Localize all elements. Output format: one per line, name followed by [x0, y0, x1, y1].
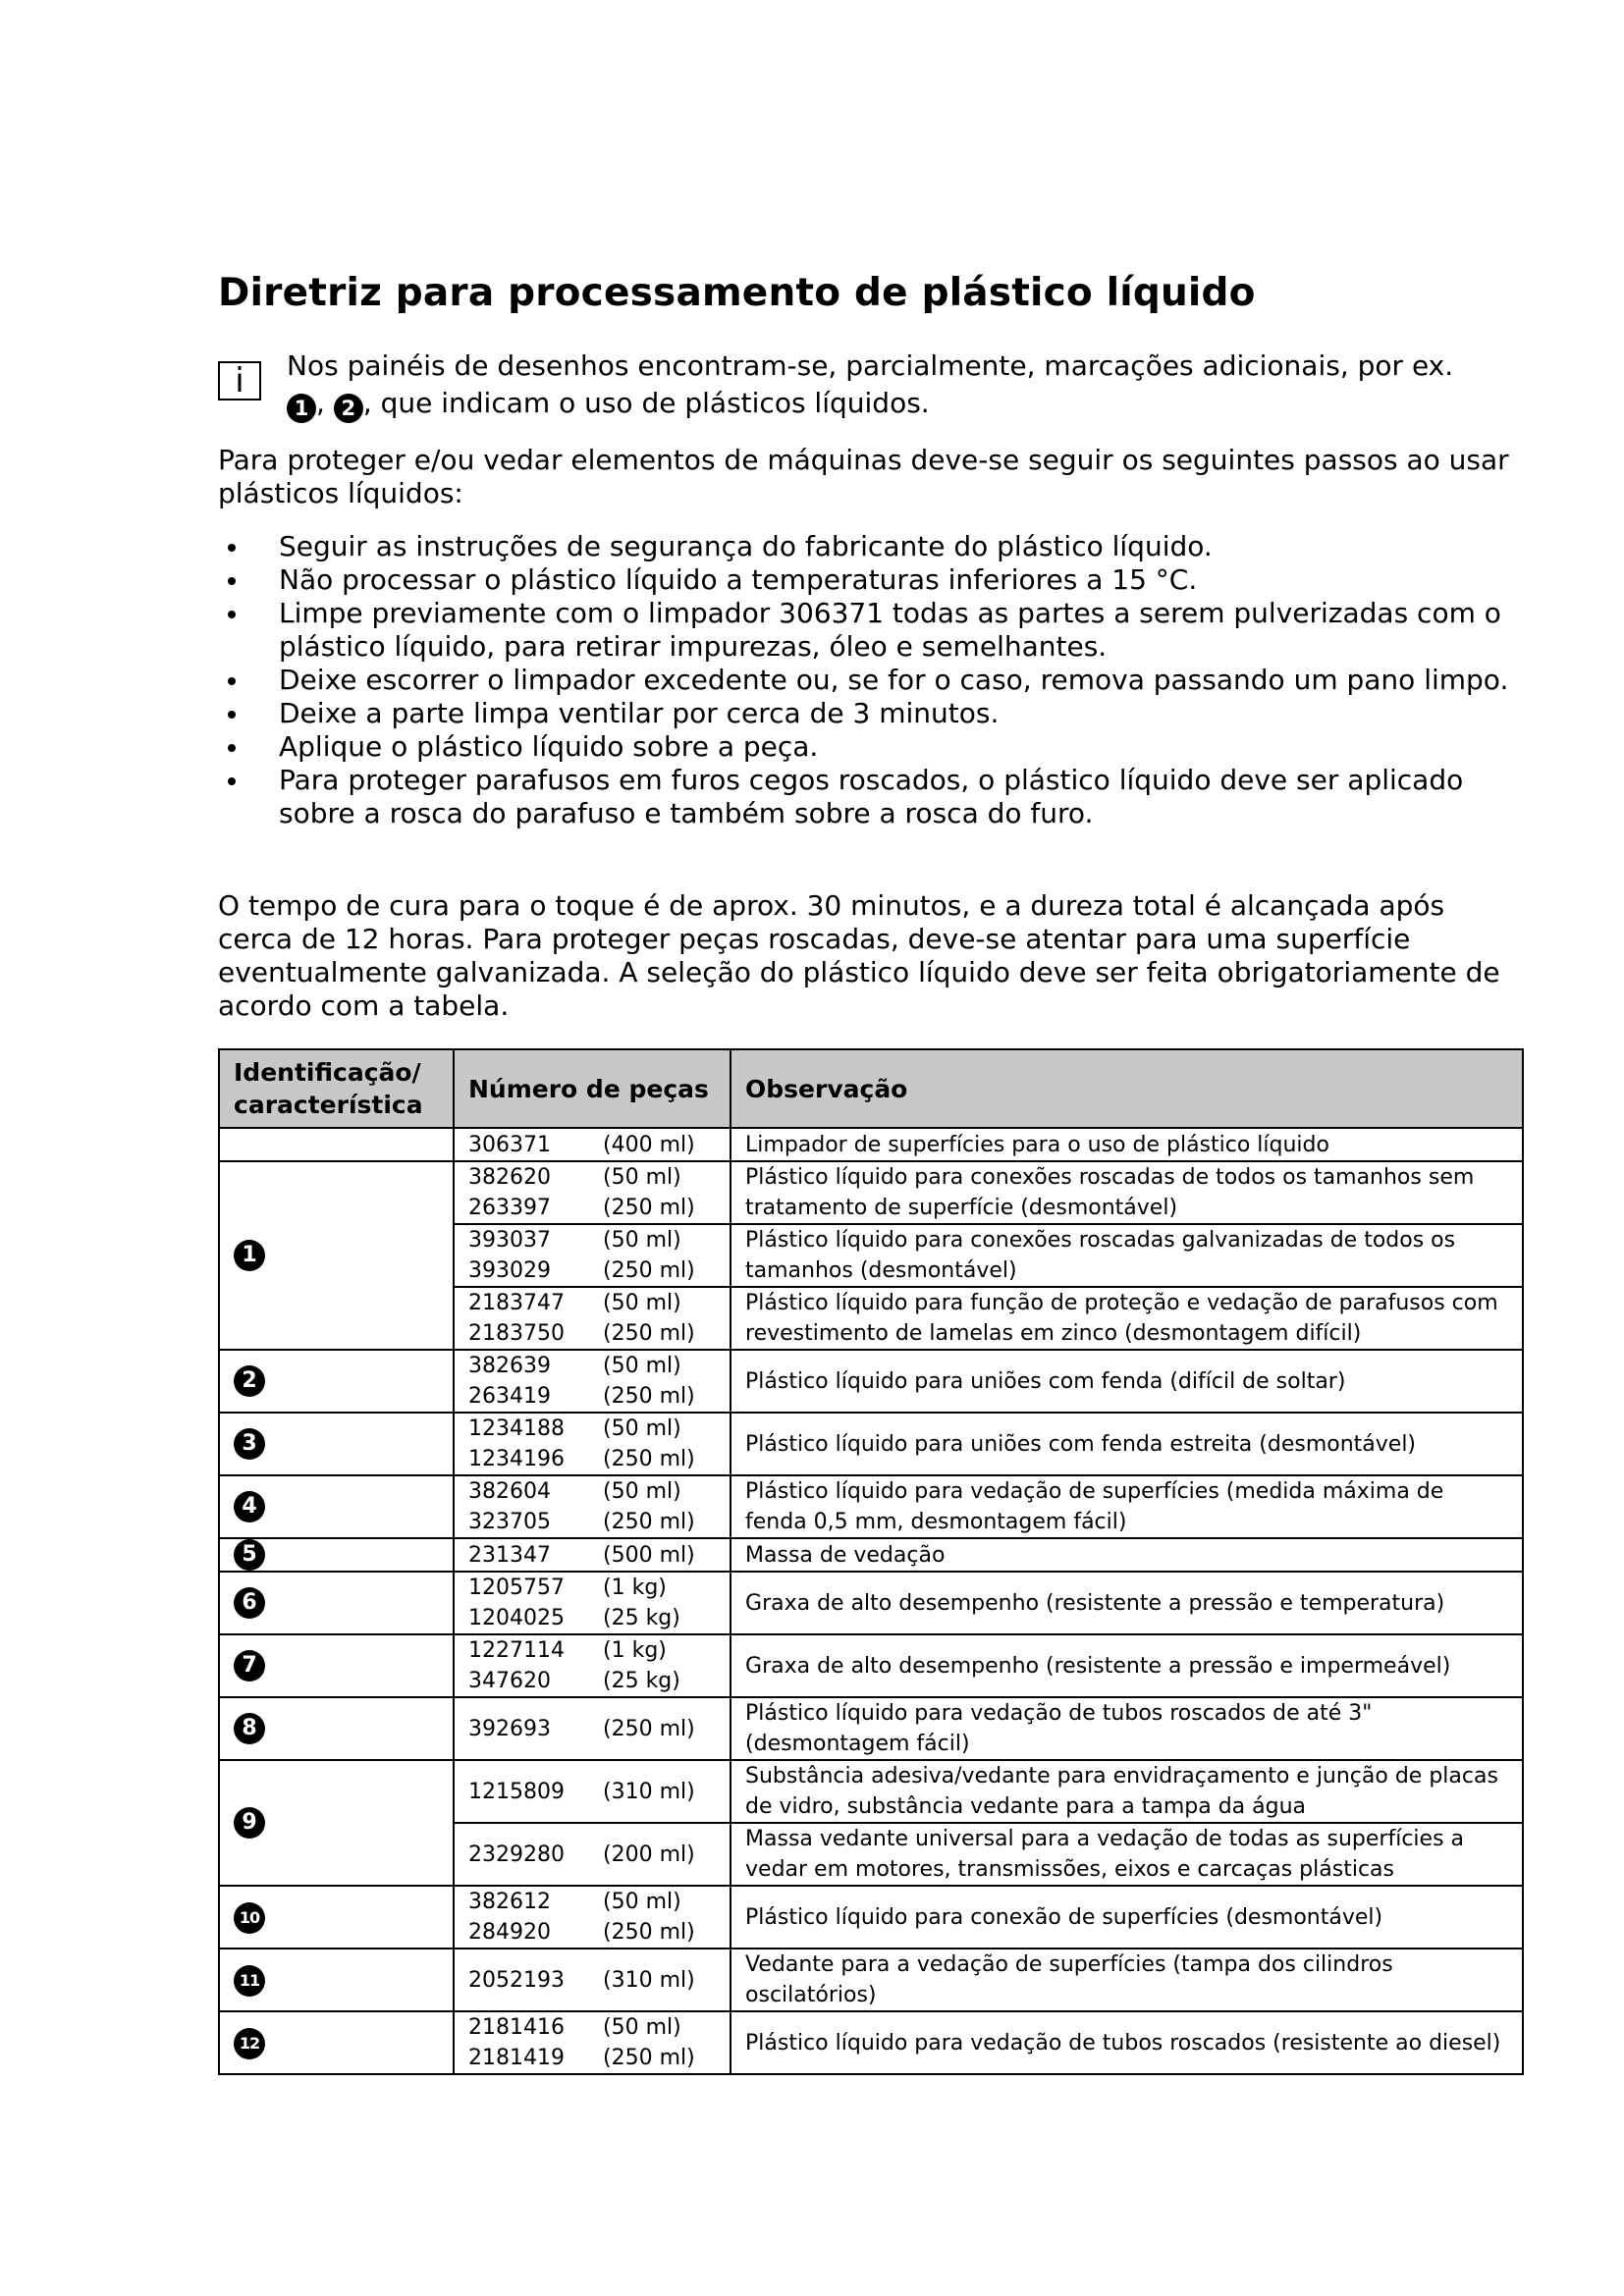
- quantity: (1 kg): [603, 1638, 667, 1663]
- identification-cell: [219, 1128, 454, 1161]
- part-number: 1215809: [468, 1779, 565, 1804]
- quantity: (250 ml): [603, 1384, 695, 1409]
- part-number-cell: [454, 1413, 589, 1475]
- quantity: (50 ml): [603, 1291, 681, 1315]
- marker-10-icon: 10: [234, 1902, 265, 1934]
- table-row: [219, 1161, 1523, 1224]
- list-item: Deixe a parte limpa ventilar por cerca de 3 minutos.: [218, 697, 1522, 730]
- table-row: [219, 1350, 1523, 1413]
- table-row: [219, 1128, 1523, 1161]
- marker-8-icon: 8: [234, 1713, 265, 1744]
- quantity: (50 ml): [603, 1416, 681, 1441]
- part-number-cell: [454, 1823, 589, 1886]
- part-number-cell: [454, 1224, 589, 1287]
- quantity: (310 ml): [603, 1779, 695, 1804]
- part-number: 382604: [468, 1479, 551, 1504]
- list-item: Deixe escorrer o limpador excedente ou, se for o caso, remova passando um pano limpo.: [218, 664, 1522, 697]
- marker-12-icon: 12: [234, 2028, 265, 2059]
- list-item: Seguir as instruções de segurança do fabricante do plástico líquido.: [218, 530, 1522, 563]
- part-number-cell: [454, 1949, 589, 2011]
- quantity: (250 ml): [603, 2046, 695, 2070]
- table-row: [219, 1572, 1523, 1634]
- quantity: (250 ml): [603, 1510, 695, 1534]
- quantity: (250 ml): [603, 1716, 695, 1741]
- table-row: [219, 1475, 1523, 1538]
- part-number: 393029: [468, 1258, 551, 1283]
- quantity: (25 kg): [603, 1669, 680, 1693]
- observation-cell: Plástico líquido para uniões com fenda (difícil de soltar): [731, 1350, 1523, 1413]
- identification-cell: [219, 1572, 454, 1634]
- quantity-cell: [589, 1697, 731, 1760]
- part-number: 1204025: [468, 1606, 565, 1630]
- marker-2-icon: 2: [334, 394, 363, 423]
- info-note-text: [287, 347, 1504, 423]
- part-number: 1234188: [468, 1416, 565, 1441]
- part-number: 2329280: [468, 1842, 565, 1867]
- quantity-cell: [589, 1287, 731, 1350]
- plastics-table: [218, 1048, 1524, 2075]
- part-number: 382620: [468, 1165, 551, 1190]
- quantity-cell: [589, 1886, 731, 1949]
- observation-cell: Plástico líquido para conexão de superfícies (desmontável): [731, 1886, 1523, 1949]
- note-line-1: Nos painéis de desenhos encontram-se, parcialmente, marcações adicionais, por ex.: [287, 349, 1454, 382]
- marker-4-icon: 4: [234, 1491, 265, 1522]
- part-number-cell: [454, 1287, 589, 1350]
- quantity: (50 ml): [603, 1354, 681, 1378]
- observation-cell: Graxa de alto desempenho (resistente a pressão e temperatura): [731, 1572, 1523, 1634]
- observation-cell: Plástico líquido para uniões com fenda estreita (desmontável): [731, 1413, 1523, 1475]
- table-row: [219, 1413, 1523, 1475]
- part-number: 382639: [468, 1354, 551, 1378]
- part-number-cell: [454, 1886, 589, 1949]
- part-number: 2183750: [468, 1321, 565, 1346]
- header-observation: Observação: [731, 1049, 1523, 1128]
- marker-1-icon: 1: [234, 1240, 265, 1271]
- marker-11-icon: 11: [234, 1965, 265, 1997]
- identification-cell: [219, 1413, 454, 1475]
- curing-paragraph: O tempo de cura para o toque é de aprox. 30 minutos, e a dureza total é alcançada após cerca de 12 horas. Para proteger peças roscadas, deve-se atentar para uma superfície eventualmente galvanizada. A seleção do plástico líquido deve ser feita obrigatoriamente de acordo com a tabela.: [218, 889, 1500, 1022]
- quantity: (200 ml): [603, 1842, 695, 1867]
- marker-1-icon: 1: [287, 394, 316, 423]
- list-item: Não processar o plástico líquido a temperaturas inferiores a 15 °C.: [218, 563, 1522, 597]
- identification-cell: [219, 1760, 454, 1886]
- part-number-cell: [454, 1350, 589, 1413]
- identification-cell: [219, 1886, 454, 1949]
- page-title: Diretriz para processamento de plástico líquido: [218, 271, 1256, 315]
- quantity-cell: [589, 1224, 731, 1287]
- observation-cell: Plástico líquido para função de proteção e vedação de parafusos com revestimento de lamelas em zinco (desmontagem difícil): [731, 1287, 1523, 1350]
- observation-cell: Massa vedante universal para a vedação de todas as superfícies a vedar em motores, transmissões, eixos e carcaças plásticas: [731, 1823, 1523, 1886]
- observation-cell: Plástico líquido para vedação de tubos roscados de até 3" (desmontagem fácil): [731, 1697, 1523, 1760]
- quantity-cell: [589, 1949, 731, 2011]
- part-number: 263419: [468, 1384, 551, 1409]
- identification-cell: [219, 1538, 454, 1572]
- part-number: 263397: [468, 1196, 551, 1220]
- quantity-cell: [589, 1823, 731, 1886]
- identification-cell: [219, 1697, 454, 1760]
- table-row: [219, 2011, 1523, 2074]
- part-number-cell: [454, 2011, 589, 2074]
- quantity-cell: [589, 1760, 731, 1823]
- observation-cell: Massa de vedação: [731, 1538, 1523, 1572]
- table-row: [219, 1760, 1523, 1823]
- part-number: 392693: [468, 1716, 551, 1741]
- part-number: 2181419: [468, 2046, 565, 2070]
- part-number: 393037: [468, 1228, 551, 1253]
- quantity-cell: [589, 1350, 731, 1413]
- part-number: 347620: [468, 1669, 551, 1693]
- observation-cell: Plástico líquido para vedação de superfícies (medida máxima de fenda 0,5 mm, desmontagem fácil): [731, 1475, 1523, 1538]
- marker-3-icon: 3: [234, 1428, 265, 1460]
- part-number: 1227114: [468, 1638, 565, 1663]
- part-number: 231347: [468, 1542, 551, 1568]
- observation-cell: Plástico líquido para conexões roscadas de todos os tamanhos sem tratamento de superfície (desmontável): [731, 1161, 1523, 1224]
- part-number: 2183747: [468, 1291, 565, 1315]
- part-number: 1234196: [468, 1447, 565, 1471]
- table-body: [219, 1128, 1523, 2074]
- part-number: 306371: [468, 1132, 551, 1157]
- quantity: (25 kg): [603, 1606, 680, 1630]
- part-number: 2052193: [468, 1967, 565, 1993]
- identification-cell: [219, 2011, 454, 2074]
- part-number: 284920: [468, 1920, 551, 1945]
- quantity-cell: [589, 2011, 731, 2074]
- observation-cell: Plástico líquido para vedação de tubos roscados (resistente ao diesel): [731, 2011, 1523, 2074]
- identification-cell: [219, 1634, 454, 1697]
- observation-cell: Graxa de alto desempenho (resistente a pressão e impermeável): [731, 1634, 1523, 1697]
- observation-cell: Plástico líquido para conexões roscadas galvanizadas de todos os tamanhos (desmontável): [731, 1224, 1523, 1287]
- marker-7-icon: 7: [234, 1650, 265, 1682]
- table-header-row: [219, 1049, 1523, 1128]
- part-number: 2181416: [468, 2015, 565, 2040]
- part-number: 323705: [468, 1510, 551, 1534]
- part-number-cell: [454, 1634, 589, 1697]
- identification-cell: [219, 1350, 454, 1413]
- quantity-cell: [589, 1634, 731, 1697]
- quantity-cell: [589, 1161, 731, 1224]
- quantity: (50 ml): [603, 1479, 681, 1504]
- part-number-cell: [454, 1697, 589, 1760]
- intro-paragraph: Para proteger e/ou vedar elementos de máquinas deve-se seguir os seguintes passos ao usar plásticos líquidos:: [218, 444, 1509, 509]
- list-item: Para proteger parafusos em furos cegos roscados, o plástico líquido deve ser aplicado sobre a rosca do parafuso e também sobre a rosca do furo.: [218, 764, 1522, 830]
- quantity: (250 ml): [603, 1447, 695, 1471]
- steps-list: [218, 530, 1522, 830]
- observation-cell: Limpador de superfícies para o uso de plástico líquido: [731, 1128, 1523, 1161]
- quantity-cell: [589, 1128, 731, 1161]
- quantity-cell: [589, 1572, 731, 1634]
- quantity: (250 ml): [603, 1258, 695, 1283]
- table-row: [219, 1949, 1523, 2011]
- quantity: (1 kg): [603, 1575, 667, 1600]
- table-row: [219, 1634, 1523, 1697]
- part-number-cell: [454, 1760, 589, 1823]
- part-number-cell: [454, 1161, 589, 1224]
- marker-9-icon: 9: [234, 1807, 265, 1839]
- marker-6-icon: 6: [234, 1587, 265, 1619]
- list-item: Aplique o plástico líquido sobre a peça.: [218, 730, 1522, 764]
- quantity-cell: [589, 1538, 731, 1572]
- marker-5-icon: 5: [234, 1539, 265, 1571]
- quantity: (50 ml): [603, 1890, 681, 1914]
- observation-cell: Substância adesiva/vedante para envidraçamento e junção de placas de vidro, substância vedante para a tampa da água: [731, 1760, 1523, 1823]
- list-item: Limpe previamente com o limpador 306371 todas as partes a serem pulverizadas com o plástico líquido, para retirar impurezas, óleo e semelhantes.: [218, 597, 1522, 664]
- part-number-cell: [454, 1475, 589, 1538]
- marker-2-icon: 2: [234, 1365, 265, 1397]
- observation-cell: Vedante para a vedação de superfícies (tampa dos cilindros oscilatórios): [731, 1949, 1523, 2011]
- quantity: (50 ml): [603, 1228, 681, 1253]
- info-icon: i: [218, 361, 261, 400]
- quantity: (250 ml): [603, 1920, 695, 1945]
- note-sep: ,: [316, 387, 325, 419]
- quantity: (50 ml): [603, 2015, 681, 2040]
- quantity-cell: [589, 1413, 731, 1475]
- header-identification: Identificação/ característica: [219, 1049, 454, 1128]
- table-row: [219, 1697, 1523, 1760]
- quantity: (250 ml): [603, 1321, 695, 1346]
- part-number: 382612: [468, 1890, 551, 1914]
- quantity: (310 ml): [603, 1967, 695, 1993]
- part-number-cell: [454, 1572, 589, 1634]
- quantity: (400 ml): [603, 1132, 695, 1157]
- note-line-2: , que indicam o uso de plásticos líquidos.: [362, 387, 930, 419]
- quantity-cell: [589, 1475, 731, 1538]
- quantity: (500 ml): [603, 1542, 695, 1568]
- header-part-number: Número de peças: [454, 1049, 731, 1128]
- identification-cell: [219, 1949, 454, 2011]
- part-number: 1205757: [468, 1575, 565, 1600]
- quantity: (250 ml): [603, 1196, 695, 1220]
- quantity: (50 ml): [603, 1165, 681, 1190]
- table-row: [219, 1538, 1523, 1572]
- table-row: [219, 1886, 1523, 1949]
- identification-cell: [219, 1161, 454, 1350]
- part-number-cell: [454, 1538, 589, 1572]
- identification-cell: [219, 1475, 454, 1538]
- part-number-cell: [454, 1128, 589, 1161]
